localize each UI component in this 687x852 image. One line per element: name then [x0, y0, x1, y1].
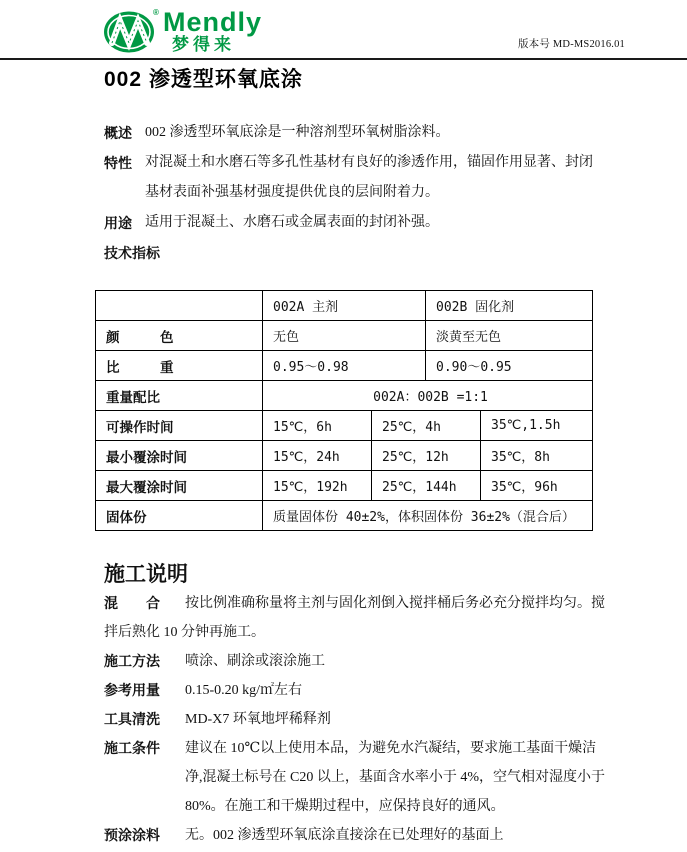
overview-label: 特性: [104, 155, 132, 171]
row-label: 可操作时间: [96, 411, 263, 441]
row-value-b: 0.90～0.95: [426, 351, 593, 381]
table-row-potlife: [96, 411, 593, 441]
construction-text: 喷涂、刷涂或滚涂施工: [185, 654, 325, 669]
logo-text-cn: 梦得来: [172, 35, 235, 54]
construction-row-precoat: [104, 821, 606, 850]
logo-text-en: Mendly: [163, 7, 263, 37]
table-row-max-recoat: [96, 471, 593, 501]
table-row-gravity: [96, 351, 593, 381]
row-value-15c: 15℃，192h: [263, 471, 372, 501]
table-cell-empty: [96, 291, 263, 321]
construction-text: 按比例准确称量将主剂与固化剂倒入搅拌桶后务必充分搅拌均匀。搅拌后熟化 10 分钟再施工。: [104, 596, 605, 640]
construction-text: 0.15-0.20 kg/㎡左右: [185, 683, 303, 698]
overview-row-features: [104, 148, 606, 208]
overview-row-usage: [104, 208, 606, 238]
row-value-35c: 35℃，96h: [481, 471, 593, 501]
row-value-25c: 25℃，144h: [372, 471, 481, 501]
table-col-header-002b: 002B 固化剂: [426, 291, 593, 321]
row-value-15c: 15℃，6h: [263, 411, 372, 441]
row-label: 最小覆涂时间: [96, 441, 263, 471]
construction-section: [104, 560, 606, 850]
row-value-35c: 35℃，8h: [481, 441, 593, 471]
header-divider: [0, 58, 687, 60]
construction-heading: 施工说明: [104, 563, 188, 586]
construction-label: 混 合: [104, 595, 160, 611]
construction-row-mixing: [104, 589, 606, 647]
row-value-25c: 25℃，12h: [372, 441, 481, 471]
logo-oval-m-icon: [103, 9, 157, 55]
row-value-35c: 35℃,1.5h: [481, 411, 593, 441]
row-value-25c: 25℃，4h: [372, 411, 481, 441]
overview-text: 002 渗透型环氧底涂是一种溶剂型环氧树脂涂料。: [145, 125, 450, 140]
tech-specs-table: [95, 290, 593, 531]
construction-label: 工具清洗: [104, 711, 160, 727]
row-span-value: 质量固体份 40±2%，体积固体份 36±2%（混合后）: [263, 501, 593, 531]
row-value-a: 0.95～0.98: [263, 351, 426, 381]
row-label: 固体份: [96, 501, 263, 531]
row-value-15c: 15℃，24h: [263, 441, 372, 471]
row-value-b: 淡黄至无色: [426, 321, 593, 351]
construction-text: 无。002 渗透型环氧底涂直接涂在已处理好的基面上: [185, 828, 504, 843]
construction-label: 施工条件: [104, 740, 160, 756]
row-label: 颜 色: [96, 321, 263, 351]
overview-label: 概述: [104, 125, 132, 141]
construction-text: 建议在 10℃以上使用本品，为避免水汽凝结，要求施工基面干燥洁净,混凝土标号在 C20 以上，基面含水率小于 4%，空气相对湿度小于 80%。在施工和干燥期过程中，应保持良好的通风。: [185, 741, 605, 814]
registered-mark: ®: [153, 8, 159, 17]
construction-label: 预涂涂料: [104, 827, 160, 843]
overview-text: 对混凝土和水磨石等多孔性基材有良好的渗透作用，锚固作用显著、封闭基材表面补强基材强度提供优良的层间附着力。: [145, 155, 593, 200]
overview-row-summary: [104, 118, 606, 148]
logo-wordmark: [163, 9, 262, 54]
table-row-min-recoat: [96, 441, 593, 471]
row-label: 重量配比: [96, 381, 263, 411]
construction-label: 参考用量: [104, 682, 160, 698]
table-row-solids: [96, 501, 593, 531]
table-row-color: [96, 321, 593, 351]
mendly-logo-icon: [103, 9, 157, 55]
table-col-header-002a: 002A 主剂: [263, 291, 426, 321]
construction-row-dosage: [104, 676, 606, 705]
table-row-header: [96, 291, 593, 321]
row-value-a: 无色: [263, 321, 426, 351]
row-label: 最大覆涂时间: [96, 471, 263, 501]
overview-label: 用途: [104, 215, 132, 231]
construction-row-cleaning: [104, 705, 606, 734]
page-title: 002 渗透型环氧底涂: [104, 68, 303, 91]
row-span-value: 002A：002B =1:1: [263, 381, 593, 411]
overview-section: [104, 118, 606, 238]
row-label: 比 重: [96, 351, 263, 381]
construction-label: 施工方法: [104, 653, 160, 669]
version-number: 版本号 MD-MS2016.01: [517, 39, 625, 50]
brand-logo: [103, 9, 262, 55]
construction-text: MD-X7 环氧地坪稀释剂: [185, 712, 331, 727]
table-row-ratio: [96, 381, 593, 411]
construction-row-conditions: [104, 734, 606, 821]
construction-row-method: [104, 647, 606, 676]
overview-text: 适用于混凝土、水磨石或金属表面的封闭补强。: [145, 215, 439, 230]
tech-specs-heading: 技术指标: [104, 245, 160, 261]
